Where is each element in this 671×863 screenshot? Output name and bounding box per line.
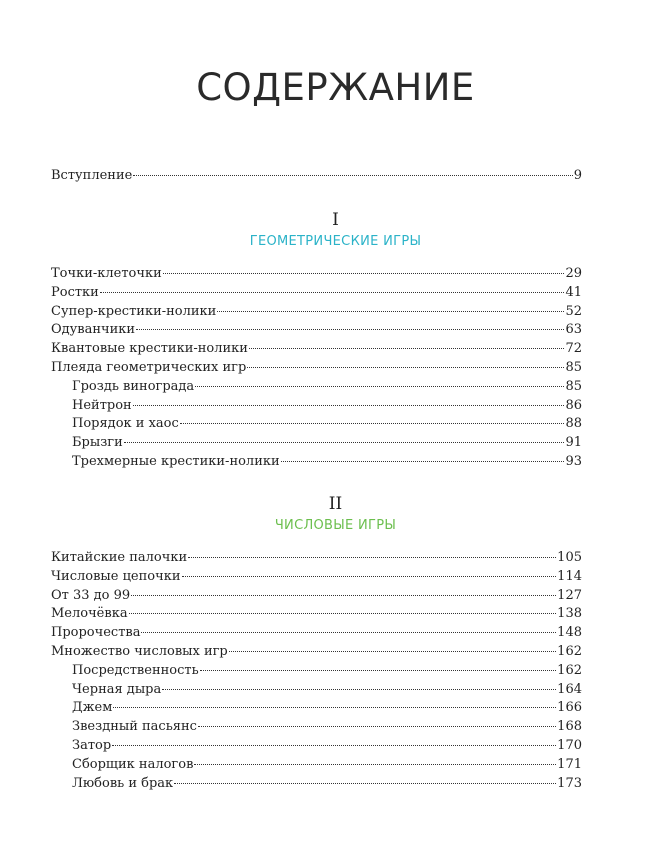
toc-subentry[interactable] [51,718,582,737]
entry-label: Супер-крестики-нолики [51,303,217,319]
dot-leader [133,405,565,406]
section-heading-2 [0,494,671,536]
toc-subentry[interactable] [51,397,582,416]
entry-page: 72 [565,341,582,357]
entry-label: Джем [72,700,113,716]
entry-label: Порядок и хаос [72,416,179,432]
entry-label: От 33 до 99 [51,587,131,603]
entry-label: Гроздь винограда [72,378,195,394]
dot-leader [281,461,565,462]
entry-page: 86 [565,397,582,413]
toc-entry[interactable] [51,359,582,378]
page-title: СОДЕРЖАНИЕ [196,66,475,109]
entry-label: Брызги [72,435,123,451]
entry-label: Пророчества [51,625,141,641]
dot-leader [162,689,556,690]
entry-label: Ростки [51,284,99,300]
toc-entry[interactable] [51,624,582,643]
entry-page: 168 [557,719,582,735]
entry-label: Числовые цепочки [51,568,181,584]
toc-entry[interactable] [51,549,582,568]
toc-subentry[interactable] [51,415,582,434]
section-title: ГЕОМЕТРИЧЕСКИЕ ИГРЫ [249,234,422,249]
toc-entry[interactable] [51,303,582,322]
dot-leader [112,745,556,746]
toc-subentry[interactable] [51,699,582,718]
toc-entry[interactable] [51,284,582,303]
entry-page: 88 [565,416,582,432]
toc-entry[interactable] [51,568,582,587]
toc-entry[interactable] [51,265,582,284]
dot-leader [200,670,557,671]
toc-entry[interactable] [51,321,582,340]
dot-leader [124,442,565,443]
toc-entry[interactable] [51,340,582,359]
dot-leader [131,595,556,596]
dot-leader [163,273,565,274]
entry-page: 127 [557,587,582,603]
dot-leader [129,613,557,614]
entry-page: 138 [557,606,582,622]
entry-label: Посредственность [72,662,199,678]
dot-leader [100,292,565,293]
entry-label: Квантовые крестики-нолики [51,341,248,357]
entry-page: 162 [557,643,582,659]
toc-subentry[interactable] [51,681,582,700]
entry-page: 114 [557,568,582,584]
dot-leader [141,632,556,633]
toc-subentry[interactable] [51,378,582,397]
toc-section-1 [51,265,582,472]
section-heading-1 [0,210,671,252]
dot-leader [247,367,564,368]
dot-leader [217,311,564,312]
entry-label: Затор [72,737,112,753]
entry-label: Китайские палочки [51,550,188,565]
entry-page: 166 [557,700,582,716]
entry-page: 170 [557,737,582,753]
entry-page: 63 [565,322,582,338]
entry-page: 171 [557,756,582,772]
entry-label: Черная дыра [72,681,162,697]
section-title: ЧИСЛОВЫЕ ИГРЫ [274,518,397,533]
entry-page: 41 [565,284,582,300]
entry-page: 9 [573,168,582,183]
toc-section-2 [51,549,582,793]
entry-label: Сборщик налогов [72,756,194,772]
entry-page: 85 [565,378,582,394]
entry-label: Одуванчики [51,322,136,338]
toc-entry[interactable] [51,643,582,662]
entry-label: Звездный пасьянс [72,719,197,735]
toc-entry[interactable] [51,605,582,624]
entry-label: Точки-клеточки [51,266,162,281]
entry-label: Плеяда геометрических игр [51,359,247,375]
entry-label: Вступление [51,168,133,183]
section-numeral: I [332,210,339,230]
entry-page: 173 [557,775,582,791]
toc-subentry[interactable] [51,453,582,472]
toc-subentry[interactable] [51,737,582,756]
toc-subentry[interactable] [51,662,582,681]
dot-leader [249,348,564,349]
toc-intro [51,167,582,186]
dot-leader [174,783,556,784]
dot-leader [182,576,557,577]
section-numeral: II [328,494,343,514]
toc-entry[interactable] [51,167,582,186]
dot-leader [188,557,556,558]
entry-label: Нейтрон [72,397,132,413]
entry-label: Мелочёвка [51,606,128,622]
dot-leader [194,764,556,765]
entry-page: 85 [565,359,582,375]
entry-label: Множество числовых игр [51,643,228,659]
entry-page: 93 [565,453,582,469]
dot-leader [229,651,556,652]
dot-leader [133,175,572,176]
entry-page: 29 [565,266,582,281]
dot-leader [180,423,565,424]
entry-page: 164 [557,681,582,697]
dot-leader [198,726,556,727]
toc-subentry[interactable] [51,775,582,794]
toc-subentry[interactable] [51,434,582,453]
dot-leader [136,329,564,330]
toc-entry[interactable] [51,587,582,606]
entry-page: 162 [557,662,582,678]
entry-page: 91 [565,435,582,451]
entry-page: 52 [565,303,582,319]
toc-subentry[interactable] [51,756,582,775]
entry-label: Трехмерные крестики-нолики [72,453,280,469]
dot-leader [113,707,556,708]
entry-page: 148 [557,625,582,641]
dot-leader [195,386,564,387]
entry-page: 105 [557,550,582,565]
entry-label: Любовь и брак [72,775,174,791]
